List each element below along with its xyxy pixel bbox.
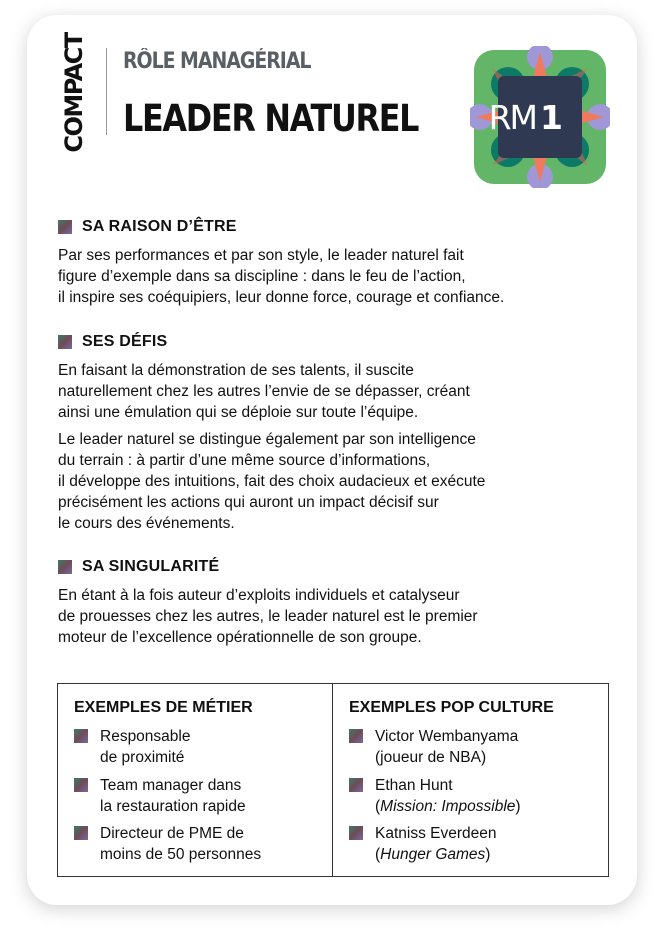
bullet-square-icon [74,778,88,792]
badge-prefix: RM [488,98,536,137]
paragraph-defis-1: En faisant la démonstration de ses talents, il suscite naturellement chez les autres l’envie de se dépasser, créant ainsi une émulation qui se déploie sur toute l’équipe. [58,362,470,421]
compact-label: COMPACT [60,33,88,153]
paragraph-raison: Par ses performances et par son style, le leader naturel fait figure d’exemple dans sa discipline : dans le feu de l’action, il inspire ses coéquipiers, leur donne force, courage et confiance. [58,247,505,306]
section-title-raison: SA RAISON D’ÊTRE [58,218,237,236]
card-subtitle: RÔLE MANAGÉRIAL [123,49,311,74]
list-item: Ethan Hunt (Mission: Impossible) [349,775,521,817]
bullet-square-icon [58,220,72,234]
bullet-square-icon [349,729,363,743]
bullet-square-icon [349,778,363,792]
bullet-square-icon [58,560,72,574]
list-item: Katniss Everdeen (Hunger Games) [349,823,497,865]
header-divider [106,48,107,135]
examples-pop-column [333,684,608,876]
list-item: Directeur de PME de moins de 50 personnes [74,823,261,865]
list-item: Responsable de proximité [74,726,190,768]
paragraph-singularite: En étant à la fois auteur d’exploits individuels et catalyseur de prouesses chez les autres, le leader naturel est le premier moteur de l’excellence opérationnelle de son groupe. [58,587,478,646]
examples-metier-title: EXEMPLES DE MÉTIER [74,699,253,716]
paragraph-defis-2: Le leader naturel se distingue également par son intelligence du terrain : à partir d’une même source d’informations, il développe des intuitions, fait des choix audacieux et exécute précisément les actions qui auront un impact décisif sur le cours des événements. [58,431,486,532]
list-item: Victor Wembanyama (joueur de NBA) [349,726,518,768]
bullet-square-icon [74,729,88,743]
examples-metier-column [58,684,333,876]
bullet-square-icon [74,826,88,840]
card-title: LEADER NATUREL [123,97,419,140]
bullet-square-icon [58,335,72,349]
badge-number: 1 [540,98,563,137]
section-title-singularite: SA SINGULARITÉ [58,558,219,576]
examples-box [57,683,609,877]
bullet-square-icon [349,826,363,840]
list-item: Team manager dans la restauration rapide [74,775,246,817]
section-title-defis: SES DÉFIS [58,333,167,351]
rm-badge-logo [470,46,610,188]
examples-pop-title: EXEMPLES POP CULTURE [349,699,554,716]
